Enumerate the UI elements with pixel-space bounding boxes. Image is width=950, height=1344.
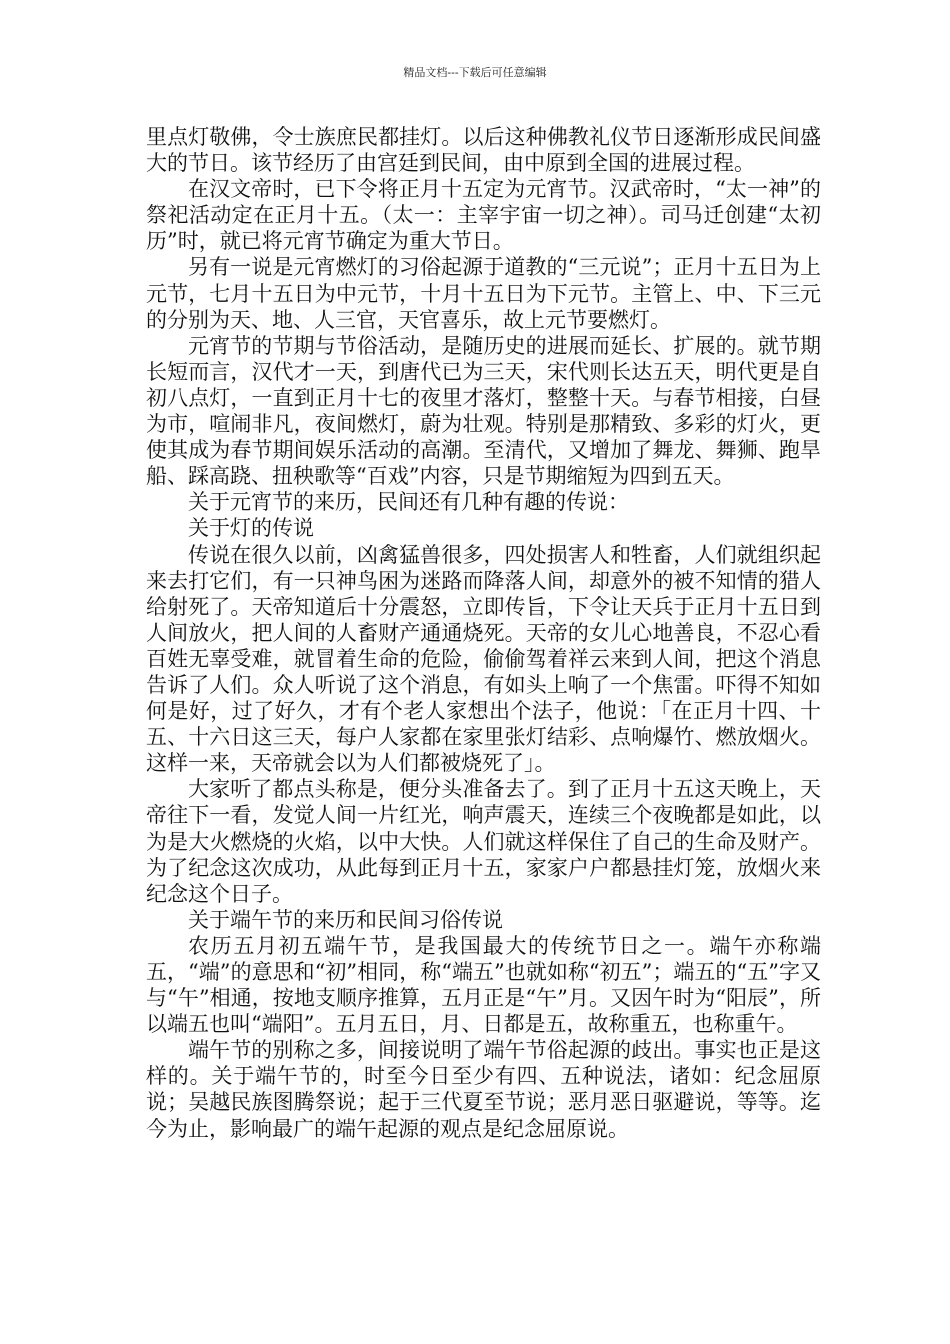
section-heading: 关于灯的传说 <box>188 516 314 541</box>
paragraph: 端午节的别称之多，间接说明了端午节俗起源的歧出。事实也正是这样的。关于端午节的，时至今日至少有四、五种说法，诸如：纪念屈原说；吴越民族图腾祭说；起于三代夏至节说；恶月恶日驱避说，等等。迄今为止，影响最广的端午起源的观点是纪念屈原说。 <box>146 1038 821 1141</box>
paragraph: 农历五月初五端午节，是我国最大的传统节日之一。端午亦称端五，“端”的意思和“初”相同，称“端五”也就如称“初五”；端五的“五”字又与“午”相通，按地支顺序推算，五月正是“午”月。又因午时为“阳辰”，所以端五也叫“端阳”。五月五日，月、日都是五，故称重五，也称重午。 <box>146 933 821 1037</box>
page-header: 精品文档---下载后可任意编辑 <box>403 66 547 79</box>
paragraph: 在汉文帝时，已下令将正月十五定为元宵节。汉武帝时，“太一神”的祭祀活动定在正月十五。（太一：主宰宇宙一切之神）。司马迁创建“太初历”时，就已将元宵节确定为重大节日。 <box>146 177 821 254</box>
paragraph: 传说在很久以前，凶禽猛兽很多，四处损害人和牲畜，人们就组织起来去打它们，有一只神鸟困为迷路而降落人间，却意外的被不知情的猎人给射死了。天帝知道后十分震怒，立即传旨，下令让天兵于正月十五日到人间放火，把人间的人畜财产通通烧死。天帝的女儿心地善良，不忍心看百姓无辜受难，就冒着生命的危险，偷偷驾着祥云来到人间，把这个消息告诉了人们。众人听说了这个消息，有如头上响了一个焦雷。吓得不知如何是好，过了好久，才有个老人家想出个法子，他说：「在正月十四、十五、十六日这三天，每户人家都在家里张灯结彩、点响爆竹、燃放烟火。这样一来，天帝就会以为人们都被烧死了」。 <box>146 542 821 776</box>
paragraph: 里点灯敬佛，令士族庶民都挂灯。以后这种佛教礼仪节日逐渐形成民间盛大的节日。该节经历了由宫廷到民间，由中原到全国的进展过程。 <box>146 125 821 176</box>
paragraph: 大家听了都点头称是，便分头准备去了。到了正月十五这天晚上，天帝往下一看，发觉人间一片红光，响声震天，连续三个夜晚都是如此，以为是大火燃烧的火焰，以中大快。人们就这样保住了自己的生命及财产。为了纪念这次成功，从此每到正月十五，家家户户都悬挂灯笼，放烟火来纪念这个日子。 <box>146 777 821 906</box>
section-heading: 关于端午节的来历和民间习俗传说 <box>188 907 503 932</box>
paragraph: 元宵节的节期与节俗活动，是随历史的进展而延长、扩展的。就节期长短而言，汉代才一天，到唐代已为三天，宋代则长达五天，明代更是自初八点灯，一直到正月十七的夜里才落灯，整整十天。与春节相接，白昼为市，喧闹非凡，夜间燃灯，蔚为壮观。特别是那精致、多彩的灯火，更使其成为春节期间娱乐活动的高潮。至清代，又增加了舞龙、舞狮、跑旱船、踩高跷、扭秧歌等“百戏”内容，只是节期缩短为四到五天。 <box>146 333 821 489</box>
paragraph: 关于元宵节的来历，民间还有几种有趣的传说： <box>188 490 629 515</box>
paragraph: 另有一说是元宵燃灯的习俗起源于道教的“三元说”；正月十五日为上元节，七月十五日为中元节，十月十五日为下元节。主管上、中、下三元的分别为天、地、人三官，天官喜乐，故上元节要燃灯。 <box>146 255 821 332</box>
document-body <box>146 124 821 1142</box>
